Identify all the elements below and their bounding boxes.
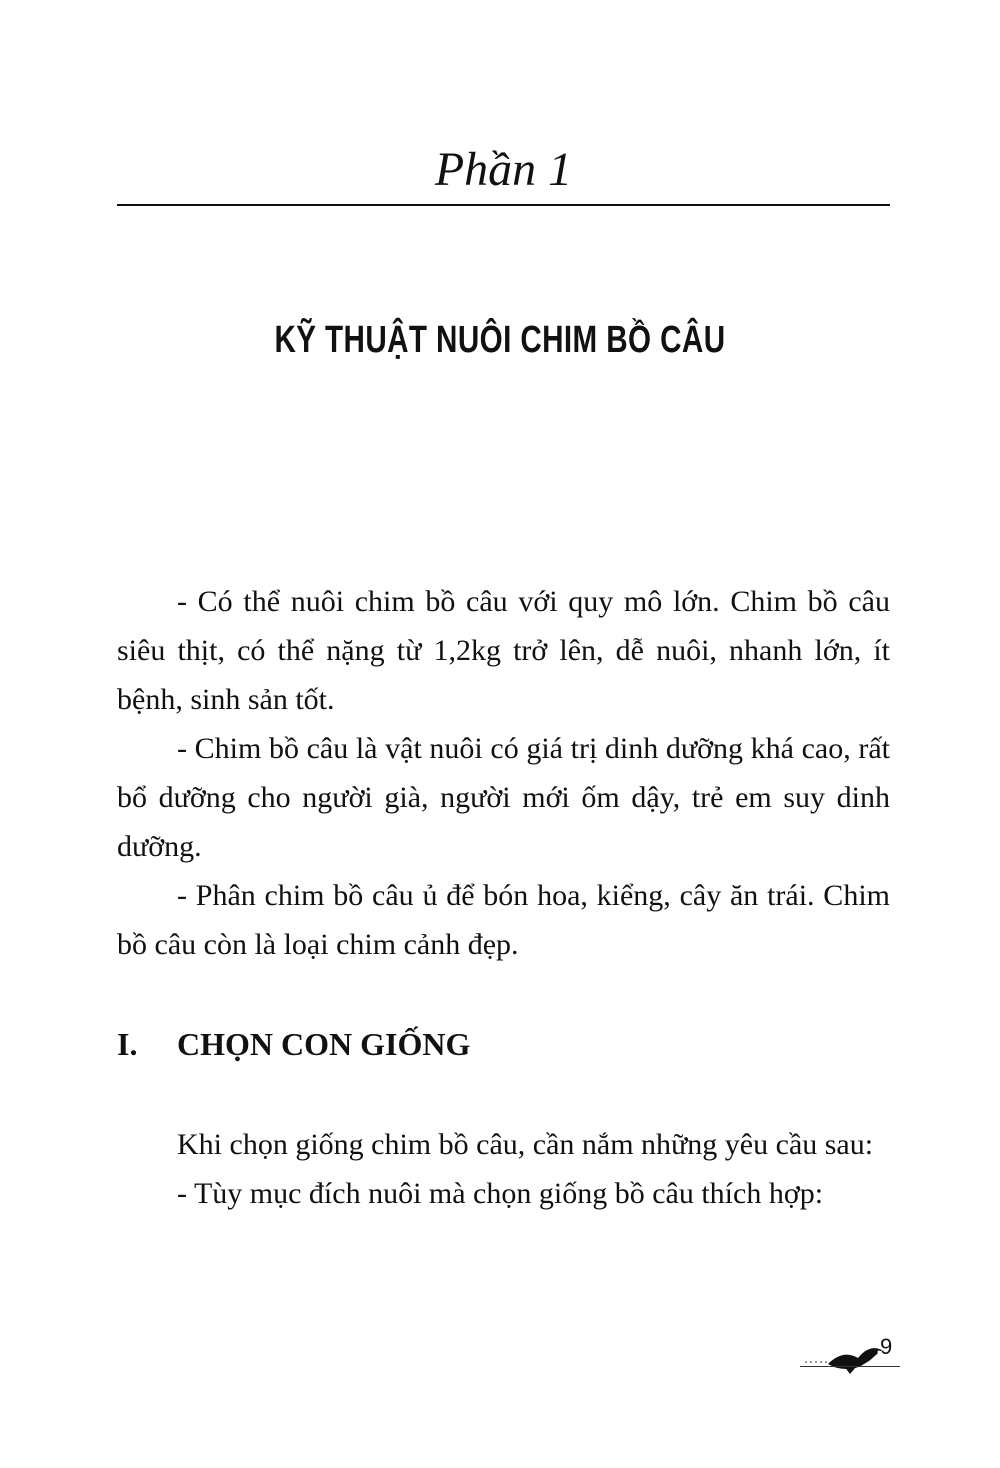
section-title: CHỌN CON GIỐNG xyxy=(177,1026,471,1062)
section-paragraph: Khi chọn giống chim bồ câu, cần nắm những yêu cầu sau: xyxy=(177,1128,874,1161)
footer-rule xyxy=(800,1366,900,1367)
part-heading: Phần 1 xyxy=(434,143,573,196)
header-rule xyxy=(117,204,890,206)
intro-text xyxy=(117,577,890,969)
section-heading xyxy=(117,1020,890,1068)
page-number: 9 xyxy=(880,1334,893,1359)
intro-paragraph: - Chim bồ câu là vật nuôi có giá trị dinh dưỡng khá cao, rất bổ dưỡng cho người già, người mới ốm dậy, trẻ em suy dinh dưỡng. xyxy=(117,732,890,863)
intro-paragraph: - Có thể nuôi chim bồ câu với quy mô lớn. Chim bồ câu siêu thịt, có thể nặng từ 1,2kg trở lên, dễ nuôi, nhanh lớn, ít bệnh, sinh sản tốt. xyxy=(117,585,890,716)
chapter-title: KỸ THUẬT NUÔI CHIM BỒ CÂU xyxy=(274,319,726,361)
intro-paragraph: - Phân chim bồ câu ủ để bón hoa, kiểng, cây ăn trái. Chim bồ câu còn là loại chim cảnh đẹp. xyxy=(117,879,890,961)
section-paragraph: - Tùy mục đích nuôi mà chọn giống bồ câu thích hợp: xyxy=(177,1177,824,1210)
section-text xyxy=(117,1120,890,1218)
section-number: I. xyxy=(117,1026,138,1062)
